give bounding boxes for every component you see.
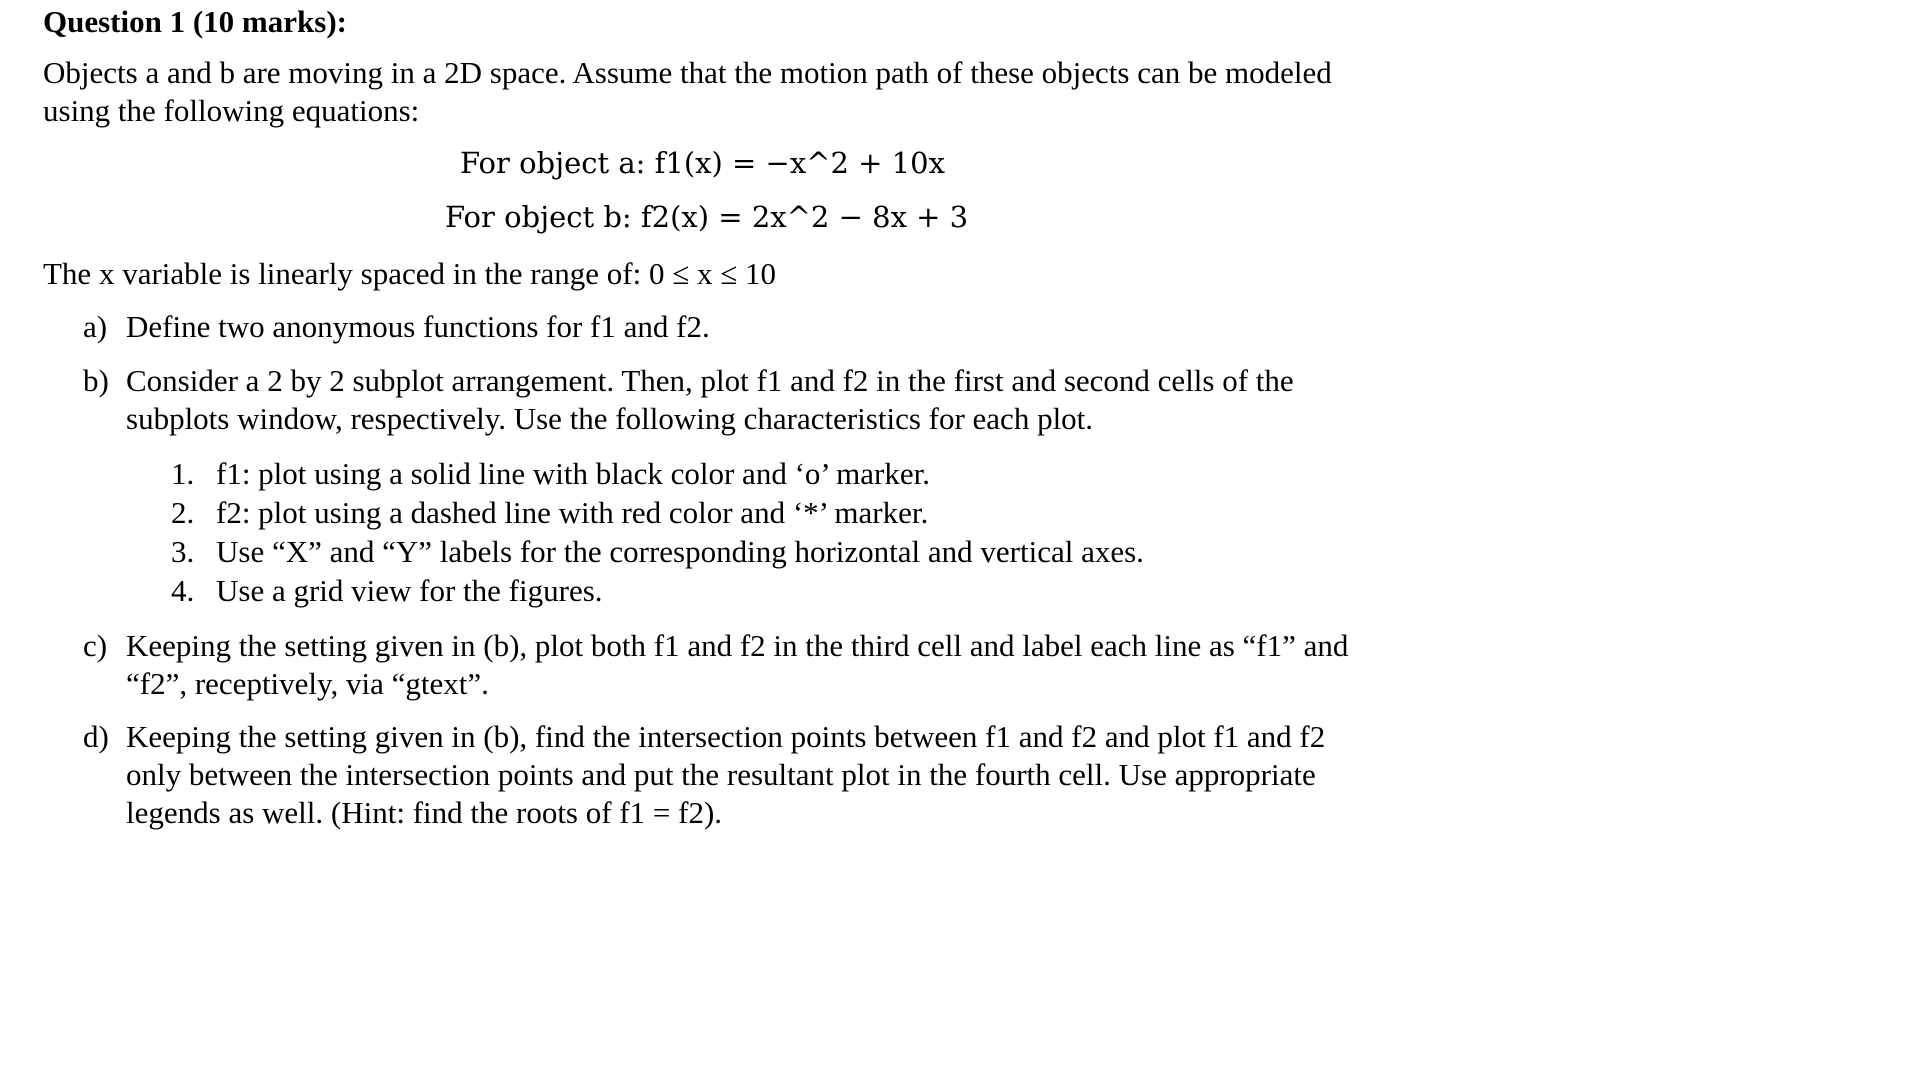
equation-object-b: For object b: f2(x) = 2x^2 − 8x + 3 <box>445 200 969 234</box>
part-b-item-number: 1. <box>171 456 195 491</box>
equation-object-a: For object a: f1(x) = −x^2 + 10x <box>460 146 945 180</box>
part-b-item-text: Use “X” and “Y” labels for the corresponding horizontal and vertical axes. <box>216 534 1144 569</box>
part-c-text: Keeping the setting given in (b), plot both f1 and f2 in the third cell and label each line as “f1” and “f2”, receptively, via “gtext”. <box>126 628 1349 701</box>
question-title: Question 1 (10 marks): <box>43 4 347 39</box>
part-a-text: Define two anonymous functions for f1 and f2. <box>126 309 710 344</box>
part-b <box>83 362 1383 438</box>
part-b-item-text: f2: plot using a dashed line with red color and ‘*’ marker. <box>216 495 929 530</box>
part-b-text: Consider a 2 by 2 subplot arrangement. Then, plot f1 and f2 in the first and second cells of the subplots window, respectively. Use the following characteristics for each plot. <box>126 363 1294 436</box>
part-b-item-2 <box>171 494 1371 532</box>
part-b-item-number: 4. <box>171 573 195 608</box>
part-b-item-text: Use a grid view for the figures. <box>216 573 603 608</box>
part-b-item-text: f1: plot using a solid line with black color and ‘o’ marker. <box>216 456 930 491</box>
x-range-statement: The x variable is linearly spaced in the range of: 0 ≤ x ≤ 10 <box>43 256 777 291</box>
part-b-item-number: 3. <box>171 534 195 569</box>
part-d-label: d) <box>83 719 109 754</box>
part-a-label: a) <box>83 309 108 344</box>
part-b-item-number: 2. <box>171 495 195 530</box>
part-d <box>83 718 1383 832</box>
part-d-text: Keeping the setting given in (b), find the intersection points between f1 and f2 and plot f1 and f2 only between the intersection points and put the resultant plot in the fourth cell. Use appropriate legends as well. (Hint: find the roots of f1 = f2). <box>126 719 1326 830</box>
part-b-label: b) <box>83 363 109 398</box>
part-b-item-3 <box>171 533 1371 571</box>
part-c <box>83 627 1383 703</box>
part-b-item-1 <box>171 455 1371 493</box>
part-a <box>83 308 1383 346</box>
part-b-item-4 <box>171 572 1371 610</box>
part-c-label: c) <box>83 628 108 663</box>
question-intro: Objects a and b are moving in a 2D space. Assume that the motion path of these objects can be modeled using the following equations: <box>43 55 1332 128</box>
